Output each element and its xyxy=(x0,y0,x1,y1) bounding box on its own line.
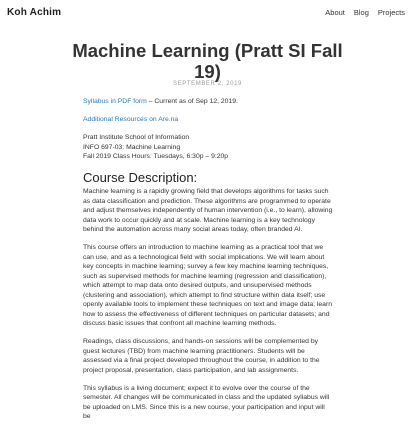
nav-projects-link[interactable]: Projects xyxy=(377,8,405,17)
site-title-link[interactable]: Koh Achim xyxy=(7,7,62,18)
institution-line: Pratt Institute School of Information xyxy=(83,134,190,141)
description-paragraph: This course offers an introduction to machine learning as a practical tool that we can use, and as a technological field with social implications. We will learn about key concepts in machine learning; survey a few key machine learning techniques, such as supervised methods for machine learning (regression and classification), which attempt to map data onto desired outputs, and unsupervised methods (clustering and association), which attempt to find structure within data itself; use openly available tools to implement these techniques on text and image data; learn how to assess the effectiveness of different techniques on particular datasets; and discuss basic issues that confront all machine learning methods. xyxy=(83,244,332,327)
course-code-line: INFO 697-03: Machine Learning xyxy=(83,143,181,151)
description-paragraph: This syllabus is a living document; expect it to evolve over the course of the semester. All changes will be communicated in class and the updated syllabus will be uploaded on LMS. Since this is a new course, your participation and input will be xyxy=(83,384,330,420)
class-hours-line: Fall 2019 Class Hours: Tuesdays, 6:30p – 9:20p xyxy=(83,153,229,160)
post-date: SEPTEMBER 2, 2019 xyxy=(173,81,242,87)
syllabus-pdf-link[interactable]: Syllabus in PDF form xyxy=(83,98,147,105)
site-header xyxy=(0,0,415,30)
course-description-heading: Course Description: xyxy=(83,170,198,185)
description-paragraph: Readings, class discussions, and hands-on sessions will be complemented by guest lectures (TBD) from machine learning practitioners. Students will be assessed via a final project developed throughout the course, in addition to the project proposal, presentation, class participation, and lab assignments. xyxy=(83,338,320,374)
site-nav xyxy=(325,8,405,17)
syllabus-note: – Current as of Sep 12, 2019. xyxy=(146,98,238,105)
course-info xyxy=(83,133,333,162)
arena-resources-link[interactable]: Additional Resources on Are.na xyxy=(83,116,179,123)
resources-paragraph xyxy=(83,115,333,125)
post-content xyxy=(83,97,333,430)
nav-about-link[interactable]: About xyxy=(325,8,345,17)
post-title: Machine Learning (Pratt SI Fall 19) xyxy=(72,40,343,82)
description-paragraph: Machine learning is a rapidly growing field that develops algorithms for tasks such as data classification and prediction. These algorithms are programmed to operate and adjust themselves independently of human intervention (i.e., to learn), allowing data work to occur quickly and at scale. Machine learning is a key technology behind the automation across many social areas today, often branded AI. xyxy=(83,188,333,233)
nav-blog-link[interactable]: Blog xyxy=(353,8,369,17)
syllabus-paragraph xyxy=(83,97,333,107)
